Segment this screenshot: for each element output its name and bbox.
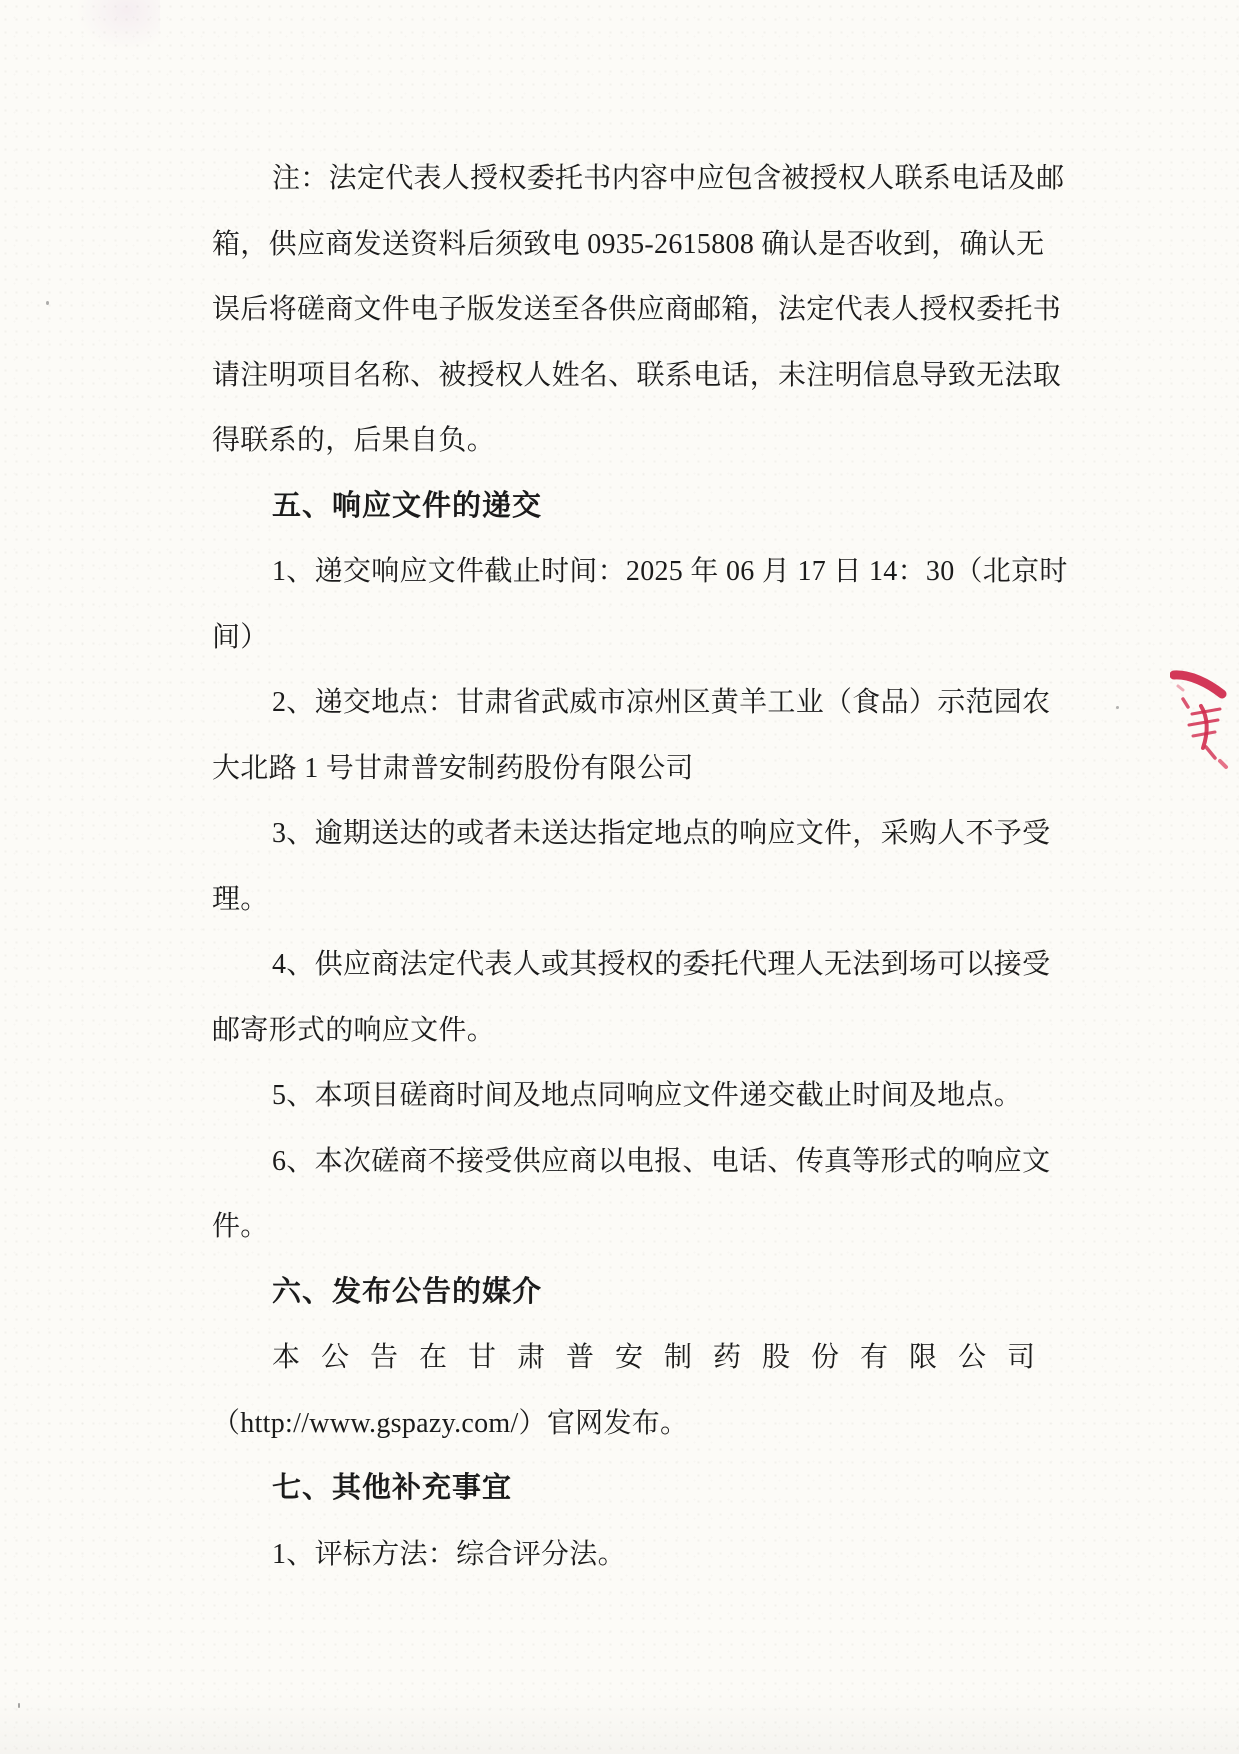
item-5-4-line-2: 邮寄形式的响应文件。 <box>212 1014 496 1046</box>
item-5-4-line-1: 4、供应商法定代表人或其授权的委托代理人无法到场可以接受 <box>272 949 1051 980</box>
section-heading-5: 五、响应文件的递交 <box>272 489 543 522</box>
note-line-4: 请注明项目名称、被授权人姓名、联系电话，未注明信息导致无法取 <box>212 359 1062 391</box>
item-5-1-line-1: 1、递交响应文件截止时间：2025 年 06 月 17 日 14：30（北京时 <box>272 556 1068 587</box>
item-5-1-line-2: 间） <box>212 621 269 653</box>
item-5-5: 5、本项目磋商时间及地点同响应文件递交截止时间及地点。 <box>272 1080 1023 1111</box>
item-7-1: 1、评标方法：综合评分法。 <box>272 1538 626 1570</box>
note-line-2: 箱，供应商发送资料后须致电 0935-2615808 确认是否收到，确认无 <box>212 228 1045 260</box>
document-body <box>212 146 1072 1587</box>
section-heading-6: 六、发布公告的媒介 <box>272 1275 543 1308</box>
item-5-2-line-2: 大北路 1 号甘肃普安制药股份有限公司 <box>212 752 694 784</box>
note-line-5: 得联系的，后果自负。 <box>212 425 496 456</box>
note-line-1: 注：法定代表人授权委托书内容中应包含被授权人联系电话及邮 <box>272 163 1065 194</box>
scan-smudge <box>76 0 160 52</box>
item-5-6-line-2: 件。 <box>212 1211 269 1242</box>
scan-speck <box>46 301 49 305</box>
item-5-2-line-1: 2、递交地点：甘肃省武威市凉州区黄羊工业（食品）示范园农 <box>272 687 1051 718</box>
scan-edge-shade <box>0 1694 1239 1754</box>
media-paragraph-line-2: （http://www.gspazy.com/）官网发布。 <box>212 1407 689 1439</box>
item-5-3-line-2: 理。 <box>212 883 269 915</box>
media-paragraph-line-1: 本公告在甘肃普安制药股份有限公司 <box>272 1342 1057 1373</box>
item-5-6-line-1: 6、本次磋商不接受供应商以电报、电话、传真等形式的响应文 <box>272 1145 1051 1177</box>
red-seal-fragment <box>1170 662 1239 774</box>
item-5-3-line-1: 3、逾期送达的或者未送达指定地点的响应文件，采购人不予受 <box>272 818 1051 849</box>
scan-speck <box>1116 706 1119 709</box>
section-heading-7: 七、其他补充事宜 <box>272 1472 513 1504</box>
note-line-3: 误后将磋商文件电子版发送至各供应商邮箱，法定代表人授权委托书 <box>212 294 1062 325</box>
